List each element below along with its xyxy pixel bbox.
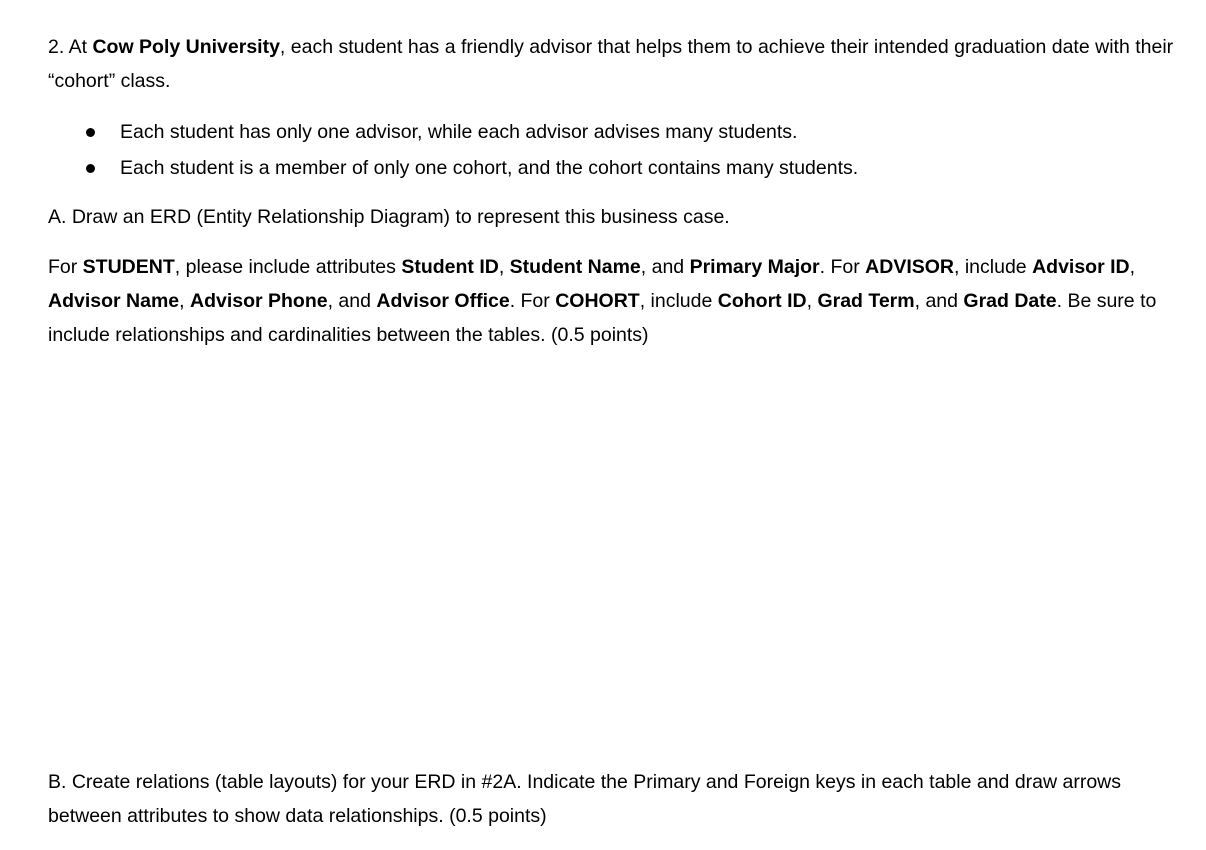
text-run: , [498, 256, 510, 278]
question-2-intro [48, 30, 1182, 98]
text-run: , and [327, 290, 377, 312]
bullet-text: Each student has only one advisor, while each advisor advises many students. [120, 121, 798, 143]
entity-cohort: COHORT [555, 290, 640, 312]
text-run: . For [509, 290, 556, 312]
bullet-icon [86, 128, 95, 137]
entity-advisor: ADVISOR [865, 256, 955, 278]
text-run: For [48, 256, 83, 278]
text-run: , [806, 290, 818, 312]
part-b-prompt: B. Create relations (table layouts) for your ERD in #2A. Indicate the Primary and Foreign keys in each table and draw arrows between attributes to show data relationships. (0.5 points) [48, 771, 1122, 827]
q2-prefix: 2. At [48, 36, 93, 58]
attr-grad-date: Grad Date [963, 290, 1057, 312]
text-run: . Be sure to include relationships and cardinalities between the tables. (0.5 points) [48, 290, 1157, 346]
attr-advisor-phone: Advisor Phone [189, 290, 328, 312]
part-a-instructions [48, 250, 1182, 352]
attr-cohort-id: Cohort ID [717, 290, 807, 312]
text-run: , include [639, 290, 718, 312]
attr-advisor-id: Advisor ID [1032, 256, 1130, 278]
part-a-prompt: A. Draw an ERD (Entity Relationship Diagram) to represent this business case. [48, 206, 730, 228]
bullet-text: Each student is a member of only one cohort, and the cohort contains many students. [120, 157, 859, 179]
part-a-answer-space [48, 360, 1178, 760]
attr-grad-term: Grad Term [817, 290, 915, 312]
q2-rest: , each student has a friendly advisor that helps them to achieve their intended graduation date with their “cohort” class. [48, 36, 1174, 92]
attr-advisor-office: Advisor Office [376, 290, 510, 312]
attr-student-name: Student Name [509, 256, 641, 278]
attr-student-id: Student ID [401, 256, 499, 278]
text-run: , include [954, 256, 1033, 278]
bullet-icon [86, 164, 95, 173]
entity-student: STUDENT [82, 256, 175, 278]
attr-primary-major: Primary Major [689, 256, 820, 278]
text-run: , [179, 290, 190, 312]
text-run: . For [819, 256, 866, 278]
text-run: , please include attributes [174, 256, 402, 278]
text-run: , and [640, 256, 690, 278]
text-run: , [1129, 256, 1136, 278]
university-name: Cow Poly University [92, 36, 280, 58]
attr-advisor-name: Advisor Name [48, 290, 180, 312]
text-run: , and [914, 290, 964, 312]
